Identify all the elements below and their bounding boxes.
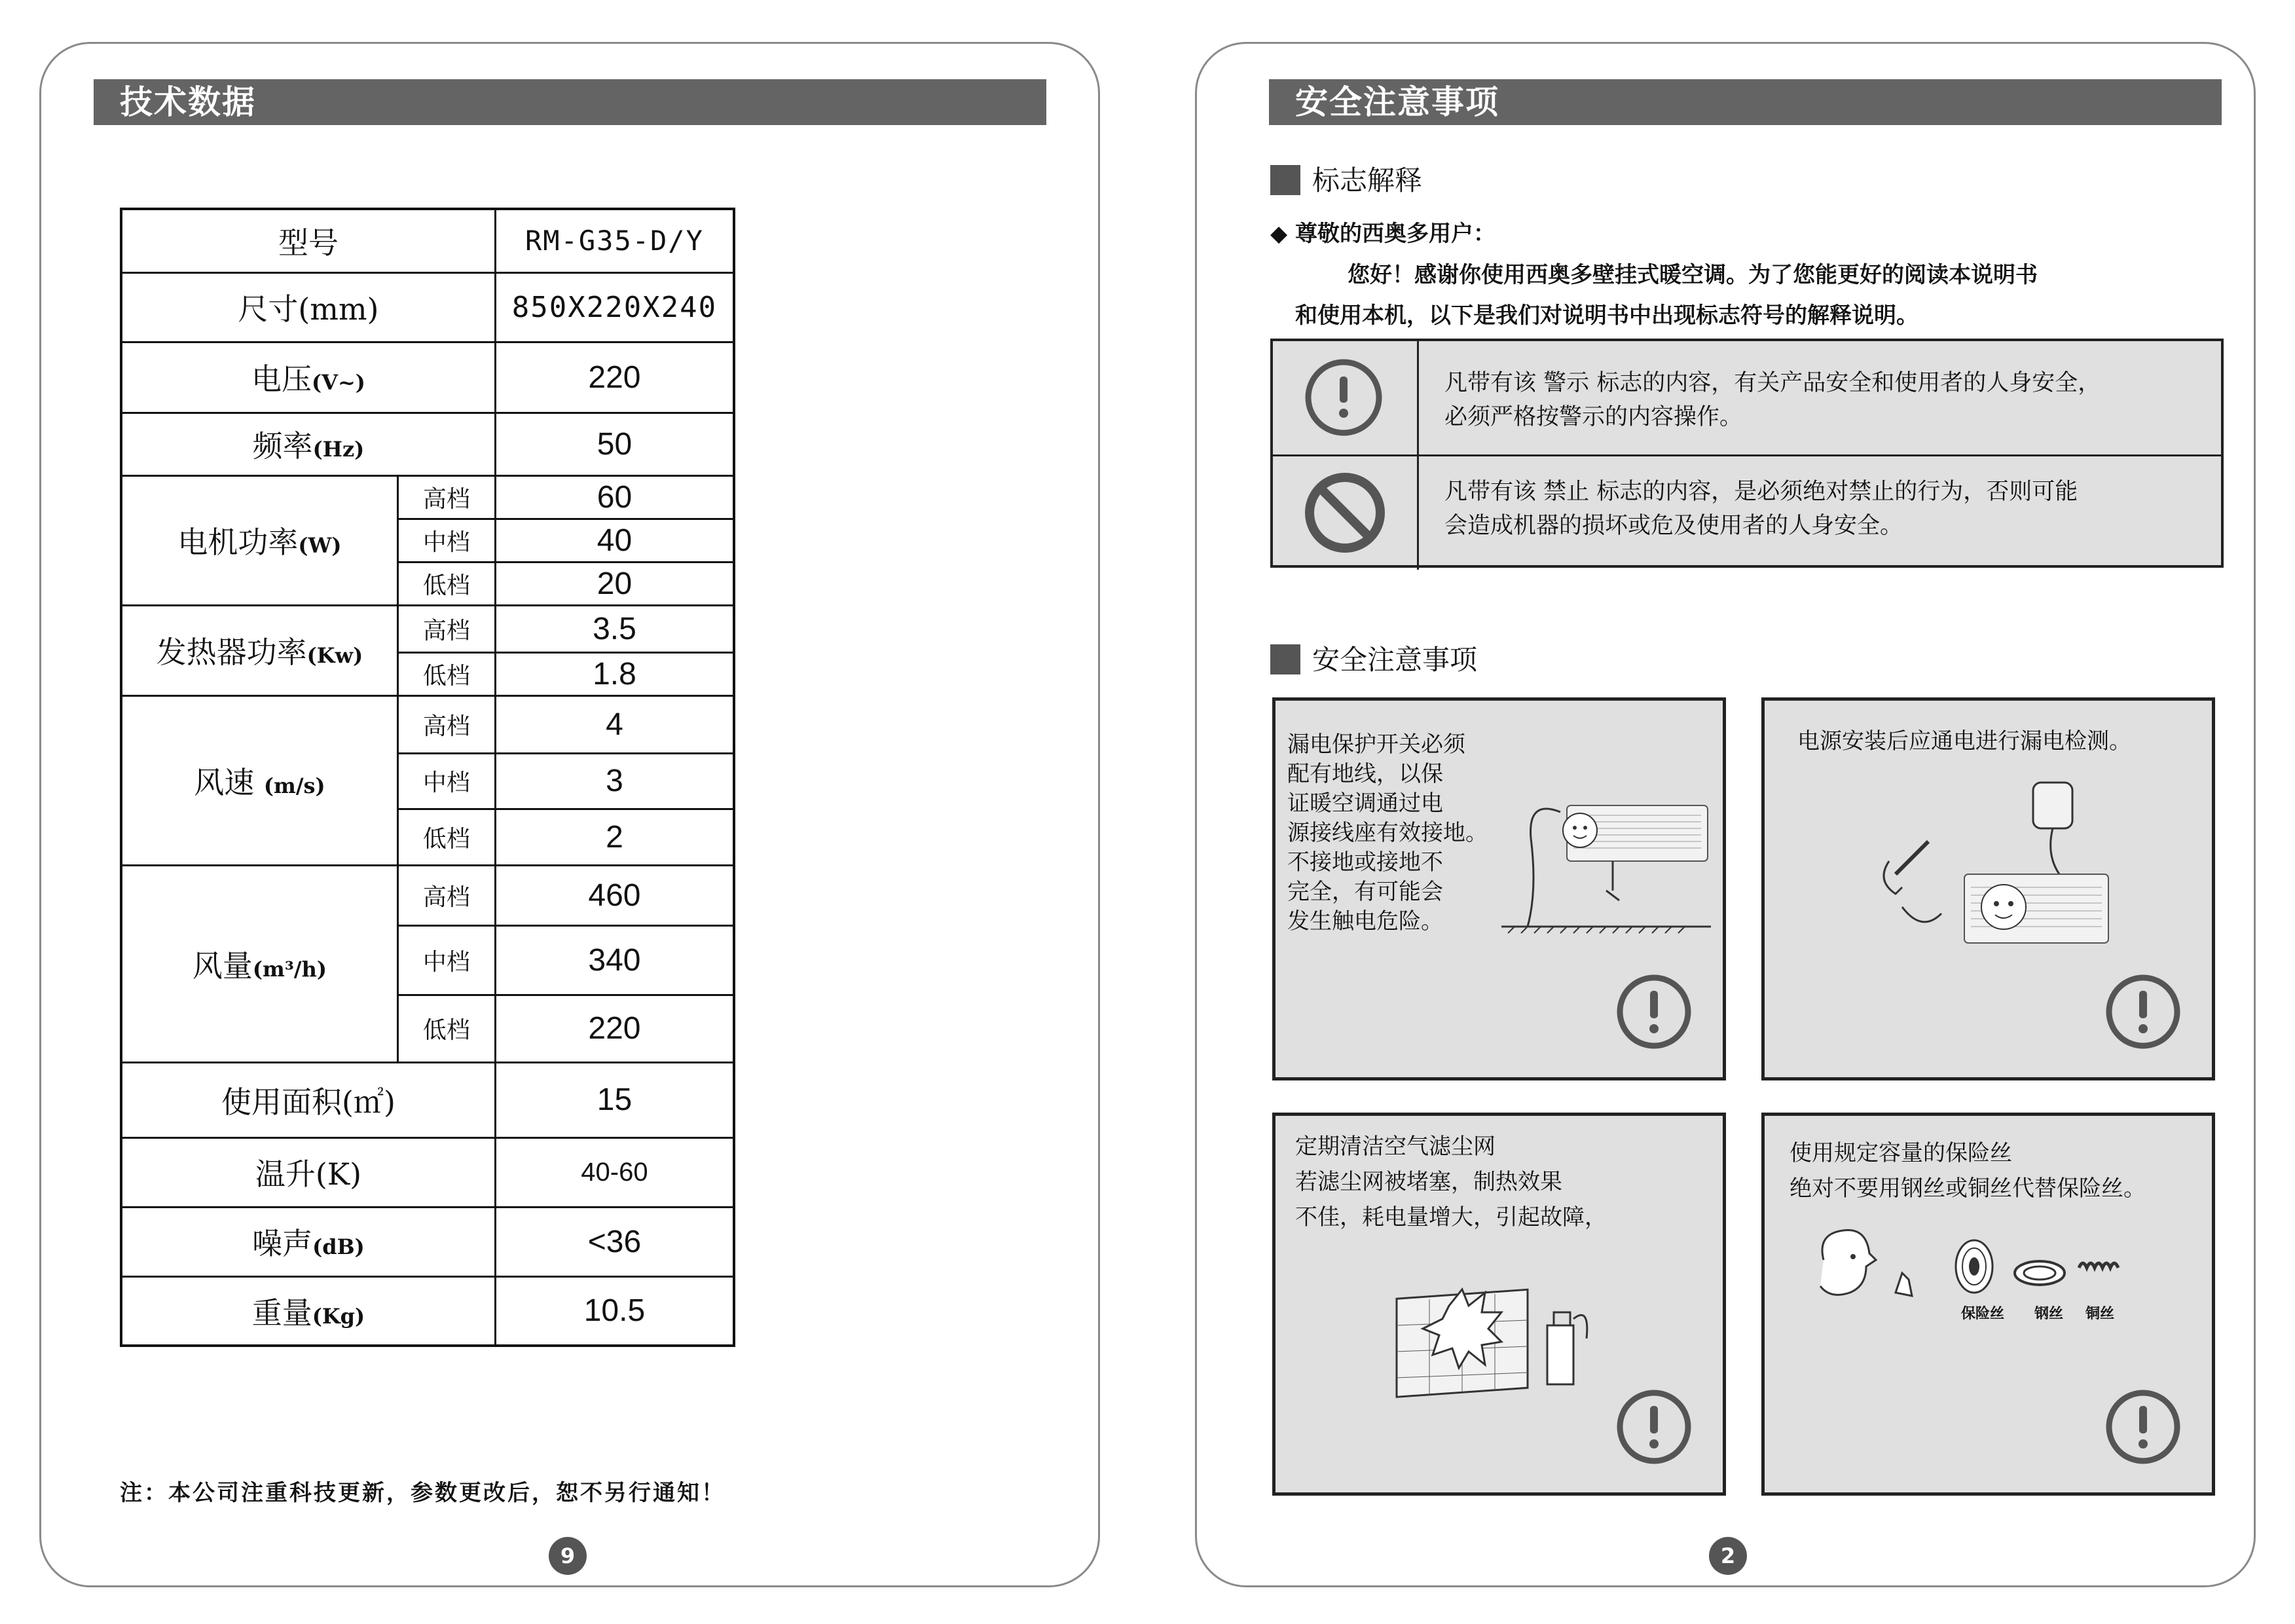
flow-level: 高档 — [397, 865, 495, 925]
square-bullet-icon — [1270, 644, 1300, 674]
flow-level: 低档 — [397, 995, 495, 1062]
section-header-safety: 安全注意事项 — [1269, 79, 2222, 125]
table-row — [121, 695, 734, 753]
warning-row — [1273, 341, 2221, 454]
noise-value: <36 — [495, 1207, 734, 1276]
table-row — [121, 475, 734, 519]
weight-label: 重量(Kg) — [121, 1276, 495, 1346]
heater-grounding-illustration — [1501, 786, 1711, 943]
frequency-value: 50 — [495, 413, 734, 475]
motor-value: 40 — [495, 519, 734, 562]
frequency-label: 频率(Hz) — [121, 413, 495, 475]
prohibit-icon-cell — [1273, 456, 1419, 570]
wind-speed-label: 风速 (m/s) — [121, 695, 397, 865]
section-title-signs: 标志解释 — [1270, 159, 1422, 198]
steel-wire-label: 钢丝 — [2034, 1306, 2064, 1322]
table-row — [121, 865, 734, 925]
table-row — [121, 605, 734, 652]
heater-level: 高档 — [397, 605, 495, 652]
air-flow-label: 风量(m³/h) — [121, 865, 397, 1062]
size-value: 850X220X240 — [495, 272, 734, 342]
table-row — [121, 1276, 734, 1346]
wind-value: 3 — [495, 753, 734, 809]
panel-text: 电源安装后应通电进行漏电检测。 — [1797, 728, 2131, 754]
fuse-label: 保险丝 — [1961, 1306, 2005, 1322]
flow-value: 340 — [495, 925, 734, 995]
wind-level: 高档 — [397, 695, 495, 753]
motor-value: 20 — [495, 562, 734, 605]
square-bullet-icon — [1270, 165, 1300, 195]
flow-level: 中档 — [397, 925, 495, 995]
flow-value: 220 — [495, 995, 734, 1062]
model-label: 型号 — [121, 209, 495, 272]
size-label: 尺寸(mm) — [121, 272, 495, 342]
right-page — [1195, 42, 2256, 1587]
heater-value: 1.8 — [495, 652, 734, 695]
filter-cleaning-illustration — [1390, 1280, 1600, 1411]
motor-power-label: 电机功率(W) — [121, 475, 397, 605]
temp-rise-label: 温升(K) — [121, 1137, 495, 1207]
prohibit-explanation: 凡带有该 禁止 标志的内容，是必须绝对禁止的行为，否则可能 会造成机器的损坏或危及使用者的人身安全。 — [1444, 479, 2078, 539]
greeting-heading: ◆ 尊敬的西奥多用户： — [1270, 221, 1496, 247]
temp-rise-value: 40-60 — [495, 1137, 734, 1207]
panel-grounding — [1272, 697, 1726, 1080]
table-row — [121, 1137, 734, 1207]
wind-value: 4 — [495, 695, 734, 753]
exclamation-circle-icon — [2104, 1388, 2182, 1466]
exclamation-circle-icon — [2104, 972, 2182, 1051]
voltage-value: 220 — [495, 342, 734, 413]
heater-value: 3.5 — [495, 605, 734, 652]
table-row — [121, 1062, 734, 1137]
section-header-tech-data: 技术数据 — [94, 79, 1046, 125]
spec-table — [120, 208, 735, 1347]
no-entry-icon — [1273, 456, 1417, 570]
noise-label: 噪声(dB) — [121, 1207, 495, 1276]
page-number: 2 — [1709, 1537, 1747, 1575]
wind-value: 2 — [495, 809, 734, 865]
exclamation-circle-icon — [1273, 341, 1417, 454]
heater-level: 低档 — [397, 652, 495, 695]
model-value: RM-G35-D/Y — [495, 209, 734, 272]
copper-wire-label: 铜丝 — [2085, 1306, 2115, 1322]
page-number: 9 — [549, 1537, 587, 1575]
table-row — [121, 209, 734, 272]
prohibit-row — [1273, 456, 2221, 570]
panel-fuse — [1761, 1113, 2215, 1496]
motor-level: 高档 — [397, 475, 495, 519]
motor-value: 60 — [495, 475, 734, 519]
sign-explanation-table — [1270, 339, 2224, 568]
section-title-safety: 安全注意事项 — [1270, 638, 1477, 678]
table-row — [121, 413, 734, 475]
weight-value: 10.5 — [495, 1276, 734, 1346]
table-row — [121, 1207, 734, 1276]
table-row — [121, 272, 734, 342]
warning-icon-cell — [1273, 341, 1419, 454]
table-row — [121, 342, 734, 413]
exclamation-circle-icon — [1615, 972, 1693, 1051]
heater-power-label: 发热器功率(Kw) — [121, 605, 397, 695]
panel-text: 定期清洁空气滤尘网 若滤尘网被堵塞，制热效果 不佳，耗电量增大，引起故障， — [1295, 1134, 1607, 1230]
panel-leak-test — [1761, 697, 2215, 1080]
voltage-label: 电压(V~) — [121, 342, 495, 413]
panel-text: 使用规定容量的保险丝 绝对不要用钢丝或铜丝代替保险丝。 — [1790, 1140, 2146, 1202]
wind-level: 低档 — [397, 809, 495, 865]
greeting-body: 您好！感谢你使用西奥多壁挂式暖空调。为了您能更好的阅读本说明书 和使用本机，以下是我们对说明书中出现标志符号的解释说明。 — [1295, 262, 2038, 329]
panel-text: 漏电保护开关必须 配有地线，以保 证暖空调通过电 源接线座有效接地。 不接地或接地不 完全，有可能会 发生触电危险。 — [1287, 731, 1488, 934]
exclamation-circle-icon — [1615, 1388, 1693, 1466]
motor-level: 低档 — [397, 562, 495, 605]
area-label: 使用面积(㎡) — [121, 1062, 495, 1137]
left-page — [39, 42, 1100, 1587]
wind-level: 中档 — [397, 753, 495, 809]
flow-value: 460 — [495, 865, 734, 925]
panel-filter-cleaning — [1272, 1113, 1726, 1496]
heater-leak-test-illustration — [1837, 776, 2112, 959]
area-value: 15 — [495, 1062, 734, 1137]
warning-explanation: 凡带有该 警示 标志的内容，有关产品安全和使用者的人身安全， 必须严格按警示的内容操作。 — [1444, 370, 2101, 430]
motor-level: 中档 — [397, 519, 495, 562]
footnote: 注：本公司注重科技更新，参数更改后，恕不另行通知！ — [120, 1480, 725, 1506]
